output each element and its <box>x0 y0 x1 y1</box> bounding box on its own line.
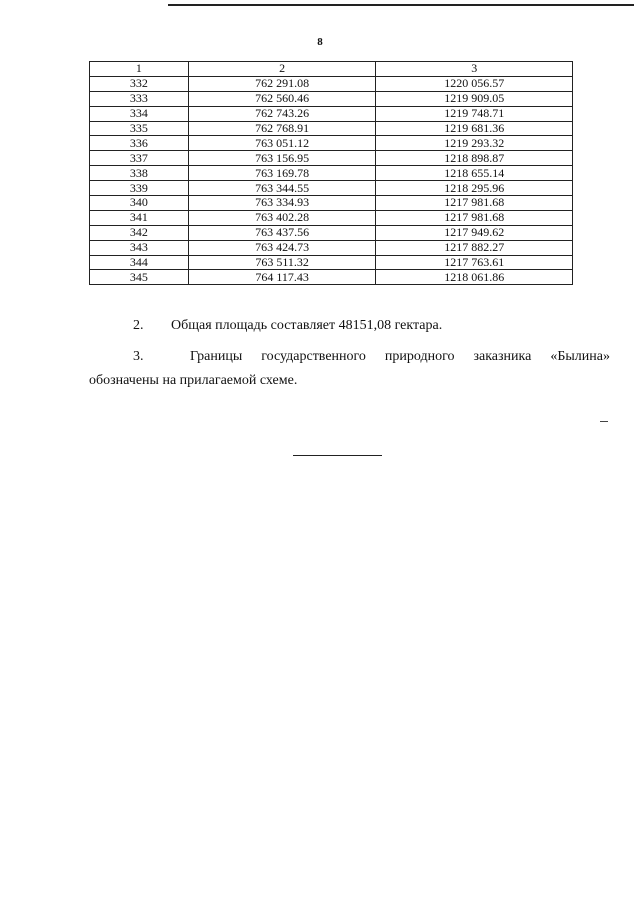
y-coordinate-cell: 1219 293.32 <box>376 136 573 151</box>
table-row <box>90 225 573 240</box>
y-coordinate-cell: 1217 882.27 <box>376 240 573 255</box>
point-number-cell: 340 <box>90 196 189 211</box>
table-row <box>90 151 573 166</box>
table-row <box>90 136 573 151</box>
paragraph-word: заказника <box>473 349 532 364</box>
table-row <box>90 255 573 270</box>
x-coordinate-cell: 763 051.12 <box>188 136 376 151</box>
paragraph-3-line-1 <box>133 348 610 366</box>
point-number-cell: 335 <box>90 121 189 136</box>
y-coordinate-cell: 1217 949.62 <box>376 225 573 240</box>
column-header: 3 <box>376 62 573 77</box>
point-number-cell: 341 <box>90 210 189 225</box>
table-row <box>90 270 573 285</box>
table-row <box>90 91 573 106</box>
x-coordinate-cell: 763 511.32 <box>188 255 376 270</box>
x-coordinate-cell: 763 402.28 <box>188 210 376 225</box>
table-header-row <box>90 62 573 77</box>
point-number-cell: 343 <box>90 240 189 255</box>
table-row <box>90 210 573 225</box>
point-number-cell: 336 <box>90 136 189 151</box>
paragraph-word: Границы <box>189 349 243 364</box>
point-number-cell: 334 <box>90 106 189 121</box>
y-coordinate-cell: 1217 763.61 <box>376 255 573 270</box>
table-row <box>90 76 573 91</box>
x-coordinate-cell: 763 156.95 <box>188 151 376 166</box>
table-row <box>90 106 573 121</box>
point-number-cell: 332 <box>90 76 189 91</box>
table-row <box>90 196 573 211</box>
paragraph-word: государственного <box>261 349 366 364</box>
y-coordinate-cell: 1219 748.71 <box>376 106 573 121</box>
x-coordinate-cell: 762 768.91 <box>188 121 376 136</box>
table-row <box>90 240 573 255</box>
y-coordinate-cell: 1218 295.96 <box>376 181 573 196</box>
y-coordinate-cell: 1217 981.68 <box>376 196 573 211</box>
y-coordinate-cell: 1219 681.36 <box>376 121 573 136</box>
table-row <box>90 181 573 196</box>
coordinates-table <box>89 61 573 285</box>
x-coordinate-cell: 763 424.73 <box>188 240 376 255</box>
column-header: 2 <box>188 62 376 77</box>
x-coordinate-cell: 763 437.56 <box>188 225 376 240</box>
column-header: 1 <box>90 62 189 77</box>
x-coordinate-cell: 763 169.78 <box>188 166 376 181</box>
paragraph-number: 3. <box>133 349 144 364</box>
y-coordinate-cell: 1218 655.14 <box>376 166 573 181</box>
point-number-cell: 337 <box>90 151 189 166</box>
y-coordinate-cell: 1219 909.05 <box>376 91 573 106</box>
table-row <box>90 166 573 181</box>
page-number: 8 <box>317 36 323 48</box>
point-number-cell: 338 <box>90 166 189 181</box>
x-coordinate-cell: 763 334.93 <box>188 196 376 211</box>
x-coordinate-cell: 762 560.46 <box>188 91 376 106</box>
x-coordinate-cell: 762 743.26 <box>188 106 376 121</box>
paragraph-word: природного <box>384 349 455 364</box>
x-coordinate-cell: 764 117.43 <box>188 270 376 285</box>
point-number-cell: 339 <box>90 181 189 196</box>
point-number-cell: 342 <box>90 225 189 240</box>
x-coordinate-cell: 763 344.55 <box>188 181 376 196</box>
margin-dash <box>600 421 608 422</box>
x-coordinate-cell: 762 291.08 <box>188 76 376 91</box>
paragraph-3-line-2: обозначены на прилагаемой схеме. <box>89 373 298 388</box>
y-coordinate-cell: 1218 898.87 <box>376 151 573 166</box>
point-number-cell: 345 <box>90 270 189 285</box>
y-coordinate-cell: 1220 056.57 <box>376 76 573 91</box>
top-rule <box>168 4 634 6</box>
point-number-cell: 344 <box>90 255 189 270</box>
y-coordinate-cell: 1217 981.68 <box>376 210 573 225</box>
paragraph-number: 2. <box>133 318 144 333</box>
y-coordinate-cell: 1218 061.86 <box>376 270 573 285</box>
paragraph-text: Общая площадь составляет 48151,08 гектара. <box>171 318 443 333</box>
paragraph-2 <box>133 317 442 335</box>
point-number-cell: 333 <box>90 91 189 106</box>
paragraph-word: «Былина» <box>550 349 610 364</box>
closing-rule <box>293 455 382 456</box>
table-row <box>90 121 573 136</box>
